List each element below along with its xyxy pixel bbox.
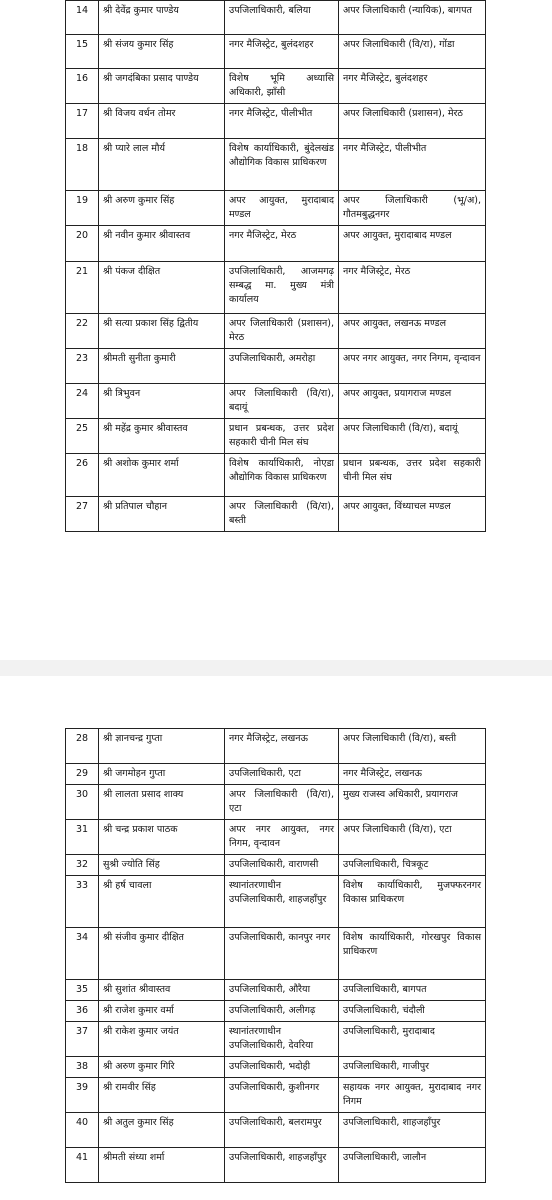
new-post-cell: अपर जिलाधिकारी (वि/रा), गोंडा [339,35,486,69]
new-post-cell: अपर आयुक्त, विंध्याचल मण्डल [339,497,486,532]
current-post-cell: अपर आयुक्त, मुरादाबाद मण्डल [225,191,339,226]
table-row [66,876,486,928]
new-post-cell: मुख्य राजस्व अधिकारी, प्रयागराज [339,785,486,820]
officer-name-cell: श्री पंकज दीक्षित [99,262,225,314]
current-post-cell: अपर जिलाधिकारी (प्रशासन), मेरठ [225,314,339,349]
serial-number-cell: 30 [66,785,99,820]
table-row [66,1113,486,1148]
officer-name-cell: श्री देवेंद्र कुमार पाण्डेय [99,1,225,35]
table-row [66,69,486,104]
serial-number-cell: 18 [66,139,99,191]
new-post-cell: अपर जिलाधिकारी (न्यायिक), बागपत [339,1,486,35]
table-row [66,454,486,497]
table-row [66,226,486,262]
serial-number-cell: 23 [66,349,99,384]
new-post-cell: अपर जिलाधिकारी (भू/अ), गौतमबुद्धनगर [339,191,486,226]
serial-number-cell: 26 [66,454,99,497]
new-post-cell: उपजिलाधिकारी, जालौन [339,1148,486,1183]
officer-name-cell: श्री जगमोहन गुप्ता [99,764,225,785]
new-post-cell: सहायक नगर आयुक्त, मुरादाबाद नगर निगम [339,1078,486,1113]
serial-number-cell: 27 [66,497,99,532]
new-post-cell: उपजिलाधिकारी, बागपत [339,980,486,1001]
table-row [66,729,486,764]
serial-number-cell: 39 [66,1078,99,1113]
table-row [66,419,486,454]
serial-number-cell: 32 [66,855,99,876]
officer-name-cell: श्री सुशांत श्रीवास्तव [99,980,225,1001]
current-post-cell: उपजिलाधिकारी, एटा [225,764,339,785]
current-post-cell: नगर मैजिस्ट्रेट, पीलीभीत [225,104,339,139]
serial-number-cell: 25 [66,419,99,454]
officer-name-cell: श्री संजय कुमार सिंह [99,35,225,69]
table-row [66,1078,486,1113]
table-row [66,1001,486,1022]
table-row [66,785,486,820]
serial-number-cell: 36 [66,1001,99,1022]
table-row [66,1057,486,1078]
officer-name-cell: श्रीमती सुनीता कुमारी [99,349,225,384]
officer-name-cell: श्री राकेश कुमार जयंत [99,1022,225,1057]
current-post-cell: उपजिलाधिकारी, आजमगढ़ सम्बद्ध मा. मुख्य मंत्री कार्यालय [225,262,339,314]
new-post-cell: अपर जिलाधिकारी (वि/रा), एटा [339,820,486,855]
new-post-cell: उपजिलाधिकारी, शाहजहाँपुर [339,1113,486,1148]
new-post-cell: अपर नगर आयुक्त, नगर निगम, वृन्दावन [339,349,486,384]
current-post-cell: उपजिलाधिकारी, बलिया [225,1,339,35]
new-post-cell: अपर आयुक्त, प्रयागराज मण्डल [339,384,486,419]
serial-number-cell: 22 [66,314,99,349]
officer-name-cell: श्री प्यारे लाल मौर्य [99,139,225,191]
new-post-cell: विशेष कार्याधिकारी, गोरखपुर विकास प्राधिकरण [339,928,486,980]
new-post-cell: नगर मैजिस्ट्रेट, मेरठ [339,262,486,314]
current-post-cell: नगर मैजिस्ट्रेट, मेरठ [225,226,339,262]
new-post-cell: प्रधान प्रबन्धक, उत्तर प्रदेश सहकारी चीनी मिल संघ [339,454,486,497]
new-post-cell: नगर मैजिस्ट्रेट, बुलंदशहर [339,69,486,104]
transfer-table-page-2 [65,728,486,1183]
table-row [66,764,486,785]
officer-name-cell: श्री हर्ष चावला [99,876,225,928]
serial-number-cell: 33 [66,876,99,928]
table-row [66,191,486,226]
officer-name-cell: श्री संजीव कुमार दीक्षित [99,928,225,980]
table-row [66,1022,486,1057]
new-post-cell: उपजिलाधिकारी, गाजीपुर [339,1057,486,1078]
table-row [66,928,486,980]
officer-name-cell: श्री अशोक कुमार शर्मा [99,454,225,497]
current-post-cell: अपर नगर आयुक्त, नगर निगम, वृन्दावन [225,820,339,855]
new-post-cell: नगर मैजिस्ट्रेट, पीलीभीत [339,139,486,191]
serial-number-cell: 29 [66,764,99,785]
table-row [66,349,486,384]
serial-number-cell: 28 [66,729,99,764]
current-post-cell: नगर मैजिस्ट्रेट, बुलंदशहर [225,35,339,69]
new-post-cell: अपर जिलाधिकारी (प्रशासन), मेरठ [339,104,486,139]
current-post-cell: उपजिलाधिकारी, वाराणसी [225,855,339,876]
table-row [66,104,486,139]
officer-name-cell: श्री प्रतिपाल चौहान [99,497,225,532]
table-row [66,314,486,349]
table-row [66,980,486,1001]
officer-name-cell: श्रीमती संध्या शर्मा [99,1148,225,1183]
table-row [66,384,486,419]
serial-number-cell: 19 [66,191,99,226]
new-post-cell: अपर आयुक्त, लखनऊ मण्डल [339,314,486,349]
new-post-cell: उपजिलाधिकारी, मुरादाबाद [339,1022,486,1057]
officer-name-cell: श्री ज्ञानचन्द्र गुप्ता [99,729,225,764]
officer-name-cell: श्री विजय वर्धन तोमर [99,104,225,139]
current-post-cell: उपजिलाधिकारी, कानपुर नगर [225,928,339,980]
serial-number-cell: 20 [66,226,99,262]
current-post-cell: स्थानांतरणाधीन उपजिलाधिकारी, शाहजहाँपुर [225,876,339,928]
officer-name-cell: श्री रामवीर सिंह [99,1078,225,1113]
serial-number-cell: 35 [66,980,99,1001]
officer-name-cell: श्री सत्या प्रकाश सिंह द्वितीय [99,314,225,349]
serial-number-cell: 38 [66,1057,99,1078]
new-post-cell: नगर मैजिस्ट्रेट, लखनऊ [339,764,486,785]
officer-name-cell: श्री नवीन कुमार श्रीवास्तव [99,226,225,262]
current-post-cell: स्थानांतरणाधीन उपजिलाधिकारी, देवरिया [225,1022,339,1057]
table-row [66,262,486,314]
serial-number-cell: 16 [66,69,99,104]
table-row [66,855,486,876]
current-post-cell: उपजिलाधिकारी, शाहजहाँपुर [225,1148,339,1183]
officer-name-cell: श्री त्रिभुवन [99,384,225,419]
current-post-cell: अपर जिलाधिकारी (वि/रा), बस्ती [225,497,339,532]
serial-number-cell: 31 [66,820,99,855]
current-post-cell: विशेष कार्याधिकारी, नोएडा औद्योगिक विकास प्राधिकरण [225,454,339,497]
serial-number-cell: 15 [66,35,99,69]
current-post-cell: उपजिलाधिकारी, कुशीनगर [225,1078,339,1113]
new-post-cell: अपर जिलाधिकारी (वि/रा), बस्ती [339,729,486,764]
table-row [66,820,486,855]
serial-number-cell: 40 [66,1113,99,1148]
serial-number-cell: 37 [66,1022,99,1057]
table-row [66,1,486,35]
current-post-cell: उपजिलाधिकारी, भदोही [225,1057,339,1078]
current-post-cell: उपजिलाधिकारी, अलीगढ़ [225,1001,339,1022]
current-post-cell: विशेष कार्याधिकारी, बुंदेलखंड औद्योगिक विकास प्राधिकरण [225,139,339,191]
document-page-2 [0,676,552,1200]
page-separator [0,660,552,676]
current-post-cell: उपजिलाधिकारी, बलरामपुर [225,1113,339,1148]
current-post-cell: अपर जिलाधिकारी (वि/रा), बदायूं [225,384,339,419]
serial-number-cell: 34 [66,928,99,980]
new-post-cell: अपर जिलाधिकारी (वि/रा), बदायूं [339,419,486,454]
table-row [66,497,486,532]
officer-name-cell: श्री अतुल कुमार सिंह [99,1113,225,1148]
serial-number-cell: 41 [66,1148,99,1183]
officer-name-cell: श्री अरुण कुमार सिंह [99,191,225,226]
officer-name-cell: श्री जगदंबिका प्रसाद पाण्डेय [99,69,225,104]
serial-number-cell: 17 [66,104,99,139]
new-post-cell: उपजिलाधिकारी, चित्रकूट [339,855,486,876]
new-post-cell: अपर आयुक्त, मुरादाबाद मण्डल [339,226,486,262]
table-row [66,35,486,69]
new-post-cell: विशेष कार्याधिकारी, मुजफ्फरनगर विकास प्राधिकरण [339,876,486,928]
current-post-cell: प्रधान प्रबन्धक, उत्तर प्रदेश सहकारी चीनी मिल संघ [225,419,339,454]
officer-name-cell: सुश्री ज्योति सिंह [99,855,225,876]
officer-name-cell: श्री चन्द्र प्रकाश पाठक [99,820,225,855]
current-post-cell: उपजिलाधिकारी, औरैया [225,980,339,1001]
current-post-cell: उपजिलाधिकारी, अमरोहा [225,349,339,384]
officer-name-cell: श्री अरुण कुमार गिरि [99,1057,225,1078]
transfer-table-page-1 [65,0,486,532]
current-post-cell: नगर मैजिस्ट्रेट, लखनऊ [225,729,339,764]
officer-name-cell: श्री राजेश कुमार वर्मा [99,1001,225,1022]
officer-name-cell: श्री महेंद्र कुमार श्रीवास्तव [99,419,225,454]
serial-number-cell: 24 [66,384,99,419]
officer-name-cell: श्री लालता प्रसाद शाक्य [99,785,225,820]
serial-number-cell: 21 [66,262,99,314]
table-row [66,1148,486,1183]
current-post-cell: विशेष भूमि अध्यासि अधिकारी, झाँसी [225,69,339,104]
serial-number-cell: 14 [66,1,99,35]
current-post-cell: अपर जिलाधिकारी (वि/रा), एटा [225,785,339,820]
table-row [66,139,486,191]
new-post-cell: उपजिलाधिकारी, चंदौली [339,1001,486,1022]
